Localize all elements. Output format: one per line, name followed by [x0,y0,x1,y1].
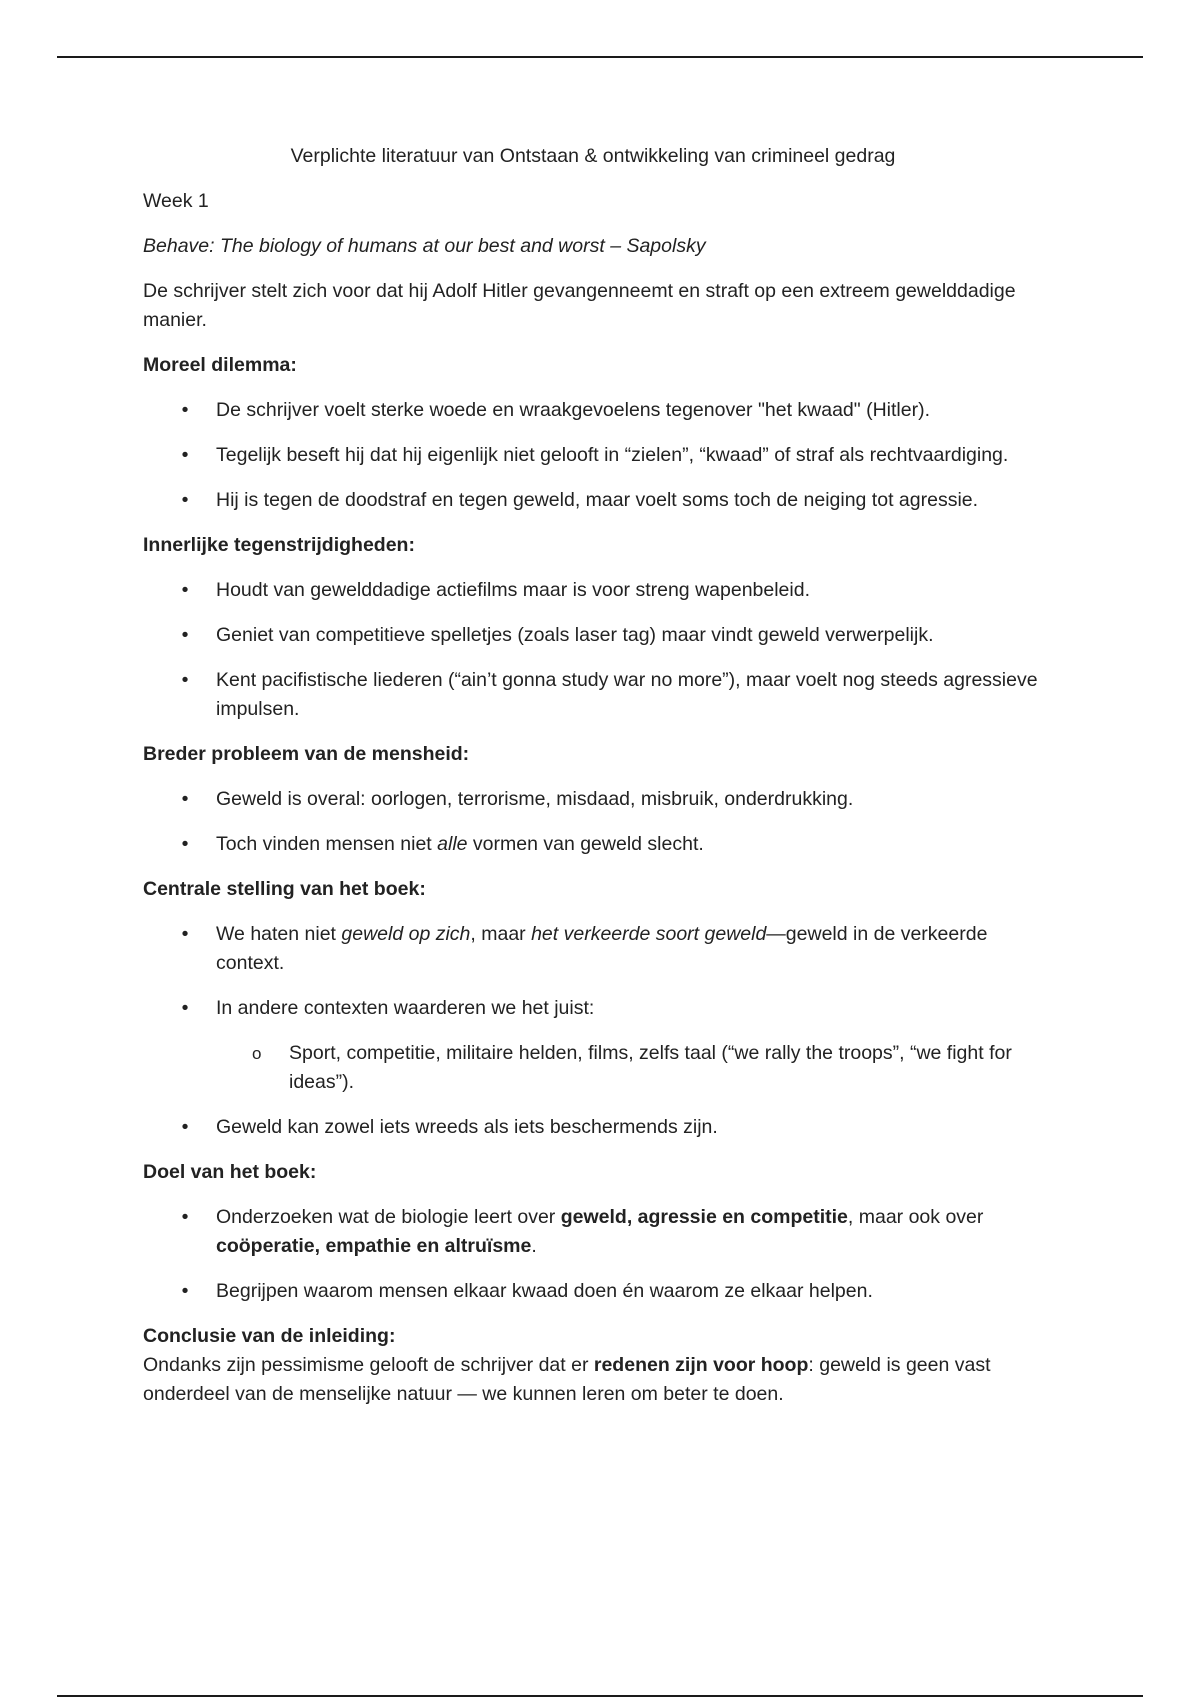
list-item [143,1277,1043,1306]
list-item-text: Geniet van competitieve spelletjes (zoals laser tag) maar vindt geweld verwerpelijk. [216,624,934,646]
breder-probleem-list [143,785,1043,859]
text-run: , maar ook over [847,1206,984,1228]
circle-bullet-icon: o [252,1044,262,1063]
section-heading-centrale-stelling: Centrale stelling van het boek: [143,878,426,900]
centrale-stelling-list [143,920,1043,1142]
bold-text: geweld, agressie en competitie [560,1206,848,1228]
list-item [143,666,1043,724]
bullet-icon: • [181,489,189,511]
header-rule [57,56,1143,58]
text-run: vormen van geweld slecht. [467,833,704,855]
sub-list [216,1039,1043,1097]
list-item [143,1113,1043,1142]
intro-paragraph: De schrijver stelt zich voor dat hij Adolf Hitler gevangenneemt en straft op een extreem gewelddadige manier. [143,280,1016,331]
text-run: . [531,1235,537,1257]
emphasis-text: geweld op zich [341,923,471,945]
conclusion-paragraph [143,1351,1043,1409]
list-item-text [216,923,987,974]
list-item-text: In andere contexten waarderen we het juist: [216,997,595,1019]
list-item-text: Begrijpen waarom mensen elkaar kwaad doen én waarom ze elkaar helpen. [216,1280,873,1302]
text-run: Onderzoeken wat de biologie leert over [216,1206,561,1228]
list-item [143,920,1043,978]
bullet-icon: • [181,1206,189,1228]
list-item [143,785,1043,814]
bullet-icon: • [181,579,189,601]
document-title: Verplichte literatuur van Ontstaan & ontwikkeling van crimineel gedrag [290,145,896,167]
innerlijke-tegenstrijdigheden-list [143,576,1043,724]
conclusion-block [143,1322,1043,1409]
bullet-icon: • [181,444,189,466]
list-item [143,486,1043,515]
list-item [143,830,1043,859]
text-run: —geweld in de verkeerde context. [216,923,988,974]
sub-list-item [216,1039,1043,1097]
list-item-text: Houdt van gewelddadige actiefilms maar is voor streng wapenbeleid. [216,579,810,601]
list-item [143,396,1043,425]
section-heading-doel: Doel van het boek: [143,1161,317,1183]
footer-rule [57,1695,1143,1697]
list-item-text: Tegelijk beseft hij dat hij eigenlijk niet gelooft in “zielen”, “kwaad” of straf als rechtvaardiging. [216,444,1009,466]
bullet-icon: • [181,1280,189,1302]
list-item [143,1203,1043,1261]
bullet-icon: • [181,1116,189,1138]
list-item [143,994,1043,1097]
section-heading-moreel-dilemma: Moreel dilemma: [143,354,297,376]
list-item [143,621,1043,650]
list-item-text: Kent pacifistische liederen (“ain’t gonna study war no more”), maar voelt nog steeds agressieve impulsen. [216,669,1038,720]
emphasis-text: het verkeerde soort geweld [531,923,767,945]
moreel-dilemma-list [143,396,1043,515]
bullet-icon: • [181,788,189,810]
week-label: Week 1 [143,190,209,212]
emphasis-text: alle [437,833,468,855]
bullet-icon: • [181,624,189,646]
list-item-text: Hij is tegen de doodstraf en tegen geweld, maar voelt soms toch de neiging tot agressie. [216,489,979,511]
list-item-text [216,833,704,855]
list-item [143,441,1043,470]
text-run: We haten niet [216,923,342,945]
text-run: , maar [470,923,532,945]
list-item [143,576,1043,605]
list-item-text [216,1206,983,1257]
list-item-text: De schrijver voelt sterke woede en wraakgevoelens tegenover "het kwaad" (Hitler). [216,399,931,421]
bullet-icon: • [181,923,189,945]
bullet-icon: • [181,399,189,421]
list-item-text: Geweld is overal: oorlogen, terrorisme, misdaad, misbruik, onderdrukking. [216,788,854,810]
bullet-icon: • [181,833,189,855]
bullet-icon: • [181,669,189,691]
section-heading-innerlijke-tegenstrijdigheden: Innerlijke tegenstrijdigheden: [143,534,415,556]
sub-list-item-text: Sport, competitie, militaire helden, films, zelfs taal (“we rally the troops”, “we fight for ideas”). [289,1042,1012,1093]
list-item-text: Geweld kan zowel iets wreeds als iets beschermends zijn. [216,1116,718,1138]
section-heading-conclusie: Conclusie van de inleiding: [143,1325,396,1347]
text-run: Ondanks zijn pessimisme gelooft de schrijver dat er [143,1354,594,1376]
book-title: Behave: The biology of humans at our best and worst – Sapolsky [143,235,706,257]
bullet-icon: • [181,997,189,1019]
text-run: : geweld is geen vast onderdeel van de menselijke natuur — we kunnen leren om beter te doen. [143,1354,991,1405]
bold-text: redenen zijn voor hoop [593,1354,809,1376]
text-run: Toch vinden mensen niet [216,833,438,855]
document-body [143,142,1043,1409]
bold-text: coöperatie, empathie en altruïsme [216,1235,532,1257]
section-heading-breder-probleem: Breder probleem van de mensheid: [143,743,470,765]
doel-list [143,1203,1043,1306]
